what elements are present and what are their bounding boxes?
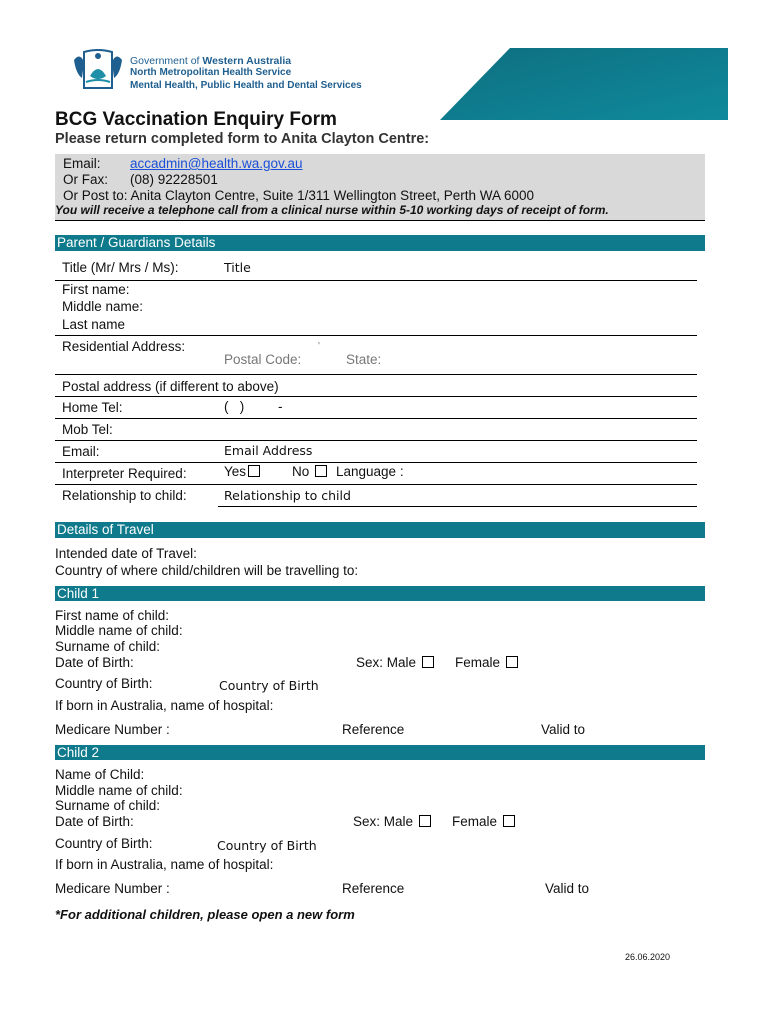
middle-name-label: Middle name: — [62, 299, 144, 314]
child2-sex-female — [452, 814, 515, 829]
tick-mark: ' — [318, 341, 320, 352]
mob-tel-label: Mob Tel: — [62, 422, 113, 437]
child1-sex-male — [356, 655, 434, 670]
divider — [55, 440, 697, 441]
child2-valid-label: Valid to — [545, 881, 590, 896]
child1-middle-label: Middle name of child: — [55, 623, 183, 638]
relationship-label: Relationship to child: — [62, 488, 187, 503]
email-label: Email: — [62, 444, 100, 459]
res-address-label: Residential Address: — [62, 339, 186, 354]
form-title: BCG Vaccination Enquiry Form — [55, 109, 337, 130]
male-checkbox[interactable] — [419, 815, 431, 827]
email-field[interactable]: Email Address — [224, 443, 313, 458]
child2-reference-label: Reference — [342, 881, 405, 896]
divider — [55, 374, 697, 375]
child1-dob-label: Date of Birth: — [55, 655, 134, 670]
divider — [55, 418, 697, 419]
child2-dob-label: Date of Birth: — [55, 814, 134, 829]
divider — [55, 335, 697, 336]
contact-email-label: Email: — [63, 156, 101, 171]
section-travel-heading: Details of Travel — [55, 522, 705, 538]
contact-notice: You will receive a telephone call from a clinical nurse within 5-10 working days of receipt of form. — [55, 203, 609, 217]
no-checkbox[interactable] — [315, 465, 327, 477]
child2-first-label: Name of Child: — [55, 767, 145, 782]
section-child1-heading: Child 1 — [55, 586, 705, 601]
travel-date-label: Intended date of Travel: — [55, 546, 197, 561]
contact-post: Or Post to: Anita Clayton Centre, Suite 1/311 Wellington Street, Perth WA 6000 — [63, 188, 535, 203]
child1-surname-label: Surname of child: — [55, 639, 161, 654]
language-label: Language : — [336, 464, 404, 479]
divider — [55, 462, 697, 463]
interpreter-no — [292, 464, 327, 479]
divider — [218, 506, 697, 507]
postal-address-label: Postal address (if different to above) — [62, 379, 279, 394]
child1-cob-field[interactable]: Country of Birth — [219, 678, 319, 693]
female-checkbox[interactable] — [506, 656, 518, 668]
yes-checkbox[interactable] — [248, 465, 260, 477]
section-parent-heading: Parent / Guardians Details — [55, 235, 705, 251]
male-checkbox[interactable] — [422, 656, 434, 668]
male-label: Sex: Male — [356, 655, 417, 670]
gov-name: Government of Western Australia — [130, 55, 292, 67]
relationship-field[interactable]: Relationship to child — [224, 488, 351, 503]
child1-sex-female — [455, 655, 518, 670]
child1-medicare-label: Medicare Number : — [55, 722, 170, 737]
child2-cob-field[interactable]: Country of Birth — [217, 838, 317, 853]
child2-sex-male — [353, 814, 431, 829]
contact-fax-label: Or Fax: — [63, 172, 109, 187]
female-label: Female — [455, 655, 501, 670]
first-name-label: First name: — [62, 282, 130, 297]
child2-cob-label: Country of Birth: — [55, 836, 153, 851]
form-subtitle: Please return completed form to Anita Clayton Centre: — [55, 131, 430, 147]
contact-email-link[interactable]: accadmin@health.wa.gov.au — [130, 156, 303, 171]
contact-fax-value: (08) 92228501 — [130, 172, 218, 187]
wa-crest-logo — [70, 48, 126, 92]
state-label: State: — [346, 352, 382, 367]
travel-country-label: Country of where child/children will be travelling to: — [55, 563, 359, 578]
child1-valid-label: Valid to — [541, 722, 586, 737]
footer-note: *For additional children, please open a new form — [55, 907, 355, 922]
interpreter-yes — [224, 464, 260, 479]
header-banner — [440, 48, 728, 120]
postal-code-label: Postal Code: — [224, 352, 302, 367]
child2-medicare-label: Medicare Number : — [55, 881, 170, 896]
child2-surname-label: Surname of child: — [55, 798, 161, 813]
last-name-label: Last name — [62, 317, 126, 332]
section-child2-heading: Child 2 — [55, 745, 705, 760]
female-label: Female — [452, 814, 498, 829]
child2-middle-label: Middle name of child: — [55, 783, 183, 798]
female-checkbox[interactable] — [503, 815, 515, 827]
interpreter-label: Interpreter Required: — [62, 466, 187, 481]
child1-hospital-label: If born in Australia, name of hospital: — [55, 698, 274, 713]
service-name: North Metropolitan Health Service — [130, 67, 292, 78]
child1-reference-label: Reference — [342, 722, 405, 737]
divider — [55, 220, 705, 221]
title-label: Title (Mr/ Mrs / Ms): — [62, 260, 179, 275]
home-tel-label: Home Tel: — [62, 400, 123, 415]
no-label: No — [292, 464, 310, 479]
divider — [55, 396, 697, 397]
home-tel-field[interactable]: ( ) - — [224, 399, 283, 414]
divider — [55, 280, 697, 281]
child1-cob-label: Country of Birth: — [55, 676, 153, 691]
date-stamp: 26.06.2020 — [625, 952, 671, 962]
divider — [55, 484, 697, 485]
title-field[interactable]: Title — [224, 260, 251, 275]
child2-hospital-label: If born in Australia, name of hospital: — [55, 857, 274, 872]
division-name: Mental Health, Public Health and Dental Services — [130, 80, 362, 91]
child1-first-label: First name of child: — [55, 608, 170, 623]
male-label: Sex: Male — [353, 814, 414, 829]
yes-label: Yes — [224, 464, 247, 479]
